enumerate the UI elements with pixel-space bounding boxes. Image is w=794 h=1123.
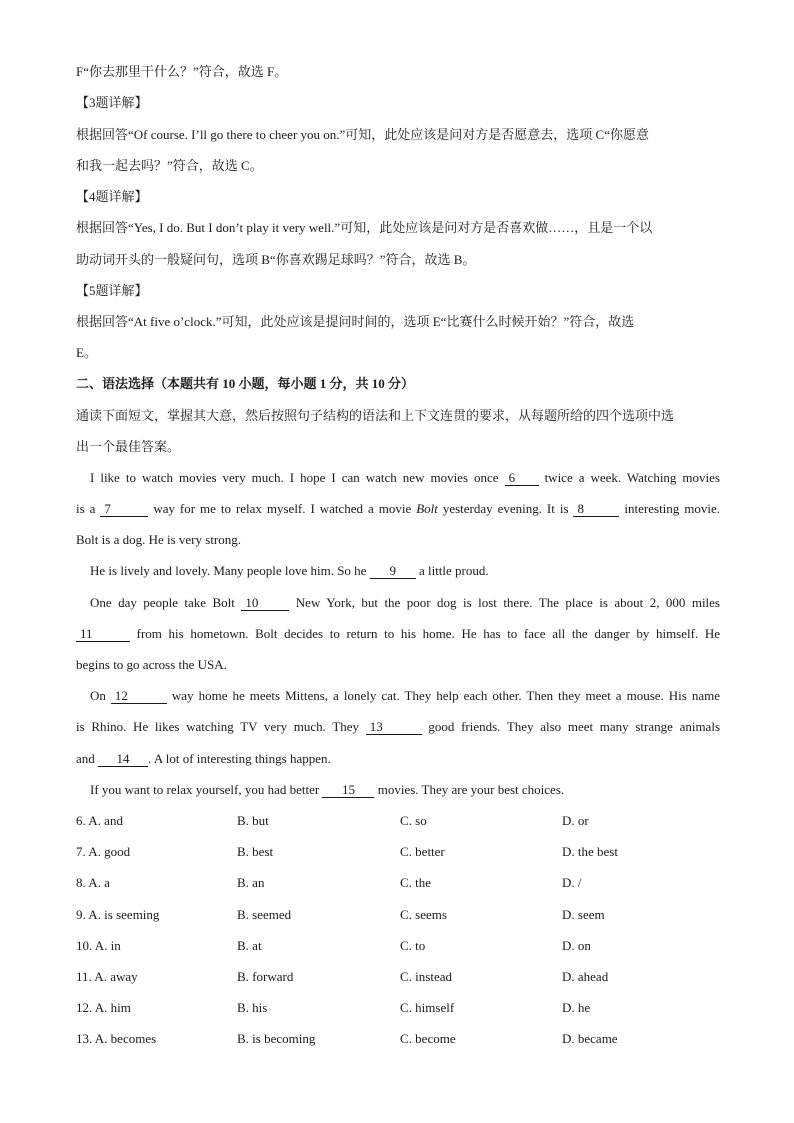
passage-text: is Rhino. He likes watching TV very much. They	[76, 719, 366, 734]
option: 10. A. in	[76, 938, 121, 953]
option: C. better	[400, 844, 445, 859]
option-row	[76, 1029, 736, 1049]
blank-11: 11	[76, 626, 130, 642]
q5-explanation-line-2: E。	[76, 345, 97, 360]
option: B. at	[237, 938, 262, 953]
option-row	[76, 873, 736, 893]
q2-explanation-tail: F“你去那里干什么？”符合，故选 F。	[76, 64, 288, 79]
q5-title: 【5题详解】	[76, 283, 148, 298]
passage-line: begins to go across the USA.	[76, 657, 227, 672]
option: B. best	[237, 844, 274, 859]
section-instruction-line-1: 通读下面短文，掌握其大意，然后按照句子结构的语法和上下文连贯的要求，从每题所给的四个选项中选	[76, 408, 675, 423]
passage-line	[90, 593, 720, 613]
passage-text: yesterday evening. It is	[437, 501, 574, 516]
option: B. forward	[237, 969, 294, 984]
option: C. become	[400, 1031, 456, 1046]
passage-text: On	[90, 688, 111, 703]
section-heading: 二、语法选择（本题共有 10 小题，每小题 1 分，共 10 分）	[76, 376, 415, 391]
option: D. or	[562, 813, 589, 828]
option: B. is becoming	[237, 1031, 316, 1046]
blank-15: 15	[322, 782, 374, 798]
option: D. ahead	[562, 969, 609, 984]
option-row	[76, 905, 736, 925]
option: D. the best	[562, 844, 618, 859]
option: 6. A. and	[76, 813, 123, 828]
option: 11. A. away	[76, 969, 138, 984]
option-row	[76, 936, 736, 956]
option: D. on	[562, 938, 591, 953]
passage-text: twice a week. Watching movies	[538, 470, 720, 485]
blank-8: 8	[573, 501, 619, 517]
passage-text: I like to watch movies very much. I hope I can watch new movies once	[90, 470, 505, 485]
passage-line	[76, 749, 720, 769]
passage-line	[90, 780, 720, 800]
passage-text: movies. They are your best choices.	[374, 782, 565, 797]
passage-text: from his hometown. Bolt decides to return to his home. He has to face all the danger by himself. He	[130, 626, 720, 641]
movie-title: Bolt	[416, 501, 438, 516]
passage-text: He is lively and lovely. Many people love him. So he	[90, 563, 370, 578]
q5-explanation-line-1: 根据回答“At five o’clock.”可知，此处应该是提问时间的，选项 E“比赛什么时候开始？”符合，故选	[76, 314, 635, 329]
passage-text: a little proud.	[415, 563, 489, 578]
passage-line: Bolt is a dog. He is very strong.	[76, 532, 242, 547]
option: D. /	[562, 875, 582, 890]
passage-line	[76, 499, 720, 519]
passage-text: way home he meets Mittens, a lonely cat. They help each other. Then they meet a mouse. His name	[166, 688, 721, 703]
option: B. an	[237, 875, 265, 890]
passage-text: way for me to relax myself. I watched a movie	[148, 501, 417, 516]
blank-13: 13	[366, 719, 422, 735]
blank-7: 7	[100, 501, 148, 517]
option: D. seem	[562, 907, 605, 922]
q3-explanation-line-1: 根据回答“Of course. I’ll go there to cheer you on.”可知，此处应该是问对方是否愿意去，选项 C“你愿意	[76, 127, 649, 142]
passage-text: New York, but the poor dog is lost there. The place is about 2, 000 miles	[289, 595, 720, 610]
passage-line	[76, 717, 720, 737]
option: C. so	[400, 813, 427, 828]
option: C. seems	[400, 907, 447, 922]
q3-title: 【3题详解】	[76, 95, 148, 110]
option: 7. A. good	[76, 844, 131, 859]
blank-10: 10	[241, 595, 289, 611]
option: C. himself	[400, 1000, 455, 1015]
option-row	[76, 967, 736, 987]
passage-text: good friends. They also meet many strange animals	[421, 719, 721, 734]
option: B. but	[237, 813, 269, 828]
section-instruction-line-2: 出一个最佳答案。	[76, 439, 181, 454]
q4-explanation-line-1: 根据回答“Yes, I do. But I don’t play it very well.”可知，此处应该是问对方是否喜欢做……，且是一个以	[76, 220, 653, 235]
passage-text: One day people take Bolt	[90, 595, 242, 610]
option: 12. A. him	[76, 1000, 131, 1015]
option-row	[76, 811, 736, 831]
passage-text: and	[76, 751, 99, 766]
option: B. seemed	[237, 907, 292, 922]
blank-14: 14	[98, 751, 148, 767]
passage-line	[90, 686, 720, 706]
blank-9: 9	[370, 563, 416, 579]
option: C. the	[400, 875, 432, 890]
passage-text: . A lot of interesting things happen.	[148, 751, 331, 766]
q4-explanation-line-2: 助动词开头的一般疑问句，选项 B“你喜欢踢足球吗？”符合，故选 B。	[76, 252, 476, 267]
option: C. to	[400, 938, 426, 953]
option: 9. A. is seeming	[76, 907, 160, 922]
option: D. became	[562, 1031, 618, 1046]
passage-line	[90, 561, 720, 581]
option: B. his	[237, 1000, 268, 1015]
q3-explanation-line-2: 和我一起去吗？”符合，故选 C。	[76, 158, 263, 173]
passage-line	[90, 468, 720, 488]
option-row	[76, 998, 736, 1018]
passage-text: If you want to relax yourself, you had better	[90, 782, 323, 797]
q4-title: 【4题详解】	[76, 189, 148, 204]
option: C. instead	[400, 969, 452, 984]
option-row	[76, 842, 736, 862]
passage-text: interesting movie.	[619, 501, 720, 516]
passage-text: is a	[76, 501, 101, 516]
passage-line	[76, 624, 720, 644]
blank-6: 6	[505, 470, 539, 486]
option: 8. A. a	[76, 875, 110, 890]
option: 13. A. becomes	[76, 1031, 157, 1046]
option: D. he	[562, 1000, 591, 1015]
blank-12: 12	[111, 688, 167, 704]
